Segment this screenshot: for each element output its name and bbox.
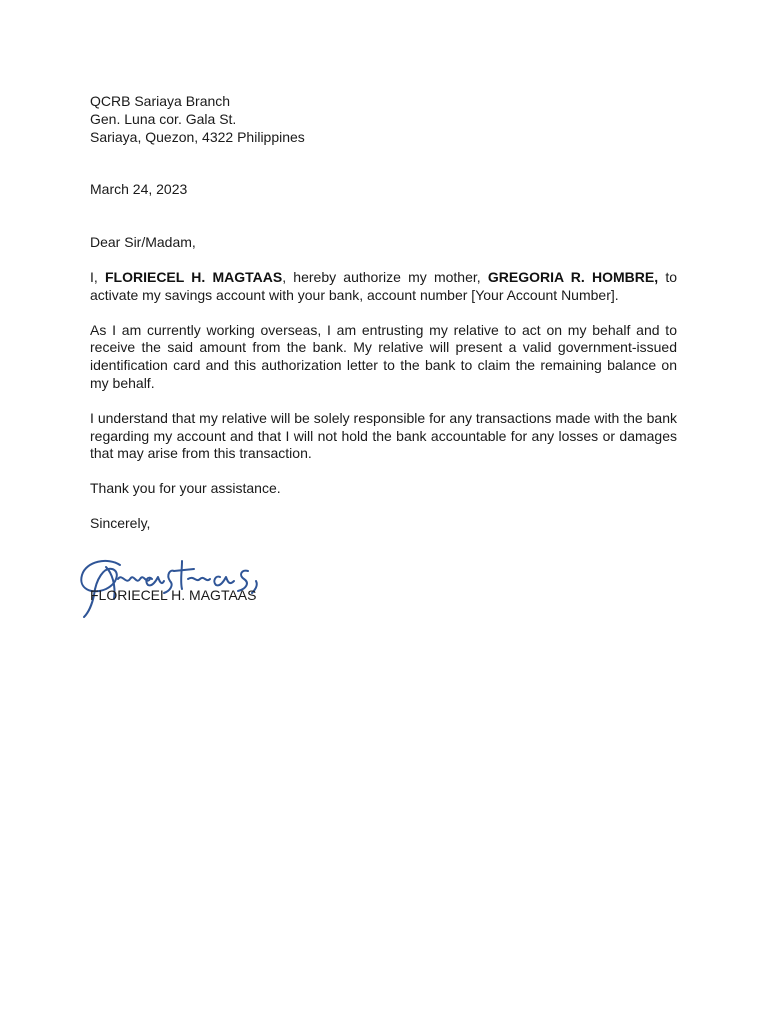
paragraph-overseas: As I am currently working overseas, I am entrusting my relative to act on my behalf and to receive the said amount from the bank. My relative will present a valid government-issued identification card and this authorization letter to the bank to claim the remaining balance on my behalf. (90, 321, 677, 391)
para1-part1: I, (90, 268, 105, 285)
signer-name: FLORIECEL H. MAGTAAS (90, 586, 257, 603)
closing: Sincerely, (90, 514, 151, 531)
letter-date: March 24, 2023 (90, 181, 188, 198)
para1-part2: , hereby authorize my mother, (282, 268, 488, 285)
para1-part3: to activate my savings account with your bank, account number [Your Account Number]. (90, 268, 677, 303)
paragraph-responsibility: I understand that my relative will be solely responsible for any transactions made with the bank regarding my account and that I will not hold the bank accountable for any losses or damages that may arise from this transaction. (90, 409, 677, 462)
salutation: Dear Sir/Madam, (90, 234, 196, 251)
address-line-3: Sariaya, Quezon, 4322 Philippines (90, 128, 305, 145)
letter (90, 93, 677, 605)
address-line-1: QCRB Sariaya Branch (90, 93, 231, 109)
author-name: FLORIECEL H. MAGTAAS (104, 268, 283, 285)
recipient-address (90, 93, 677, 146)
address-line-2: Gen. Luna cor. Gala St. (90, 110, 237, 127)
mother-name: GREGORIA R. HOMBRE, (487, 268, 659, 285)
handwritten-signature (78, 539, 268, 619)
signature-block (90, 533, 677, 605)
thanks-line: Thank you for your assistance. (90, 480, 281, 497)
paragraph-authorization (90, 269, 677, 305)
